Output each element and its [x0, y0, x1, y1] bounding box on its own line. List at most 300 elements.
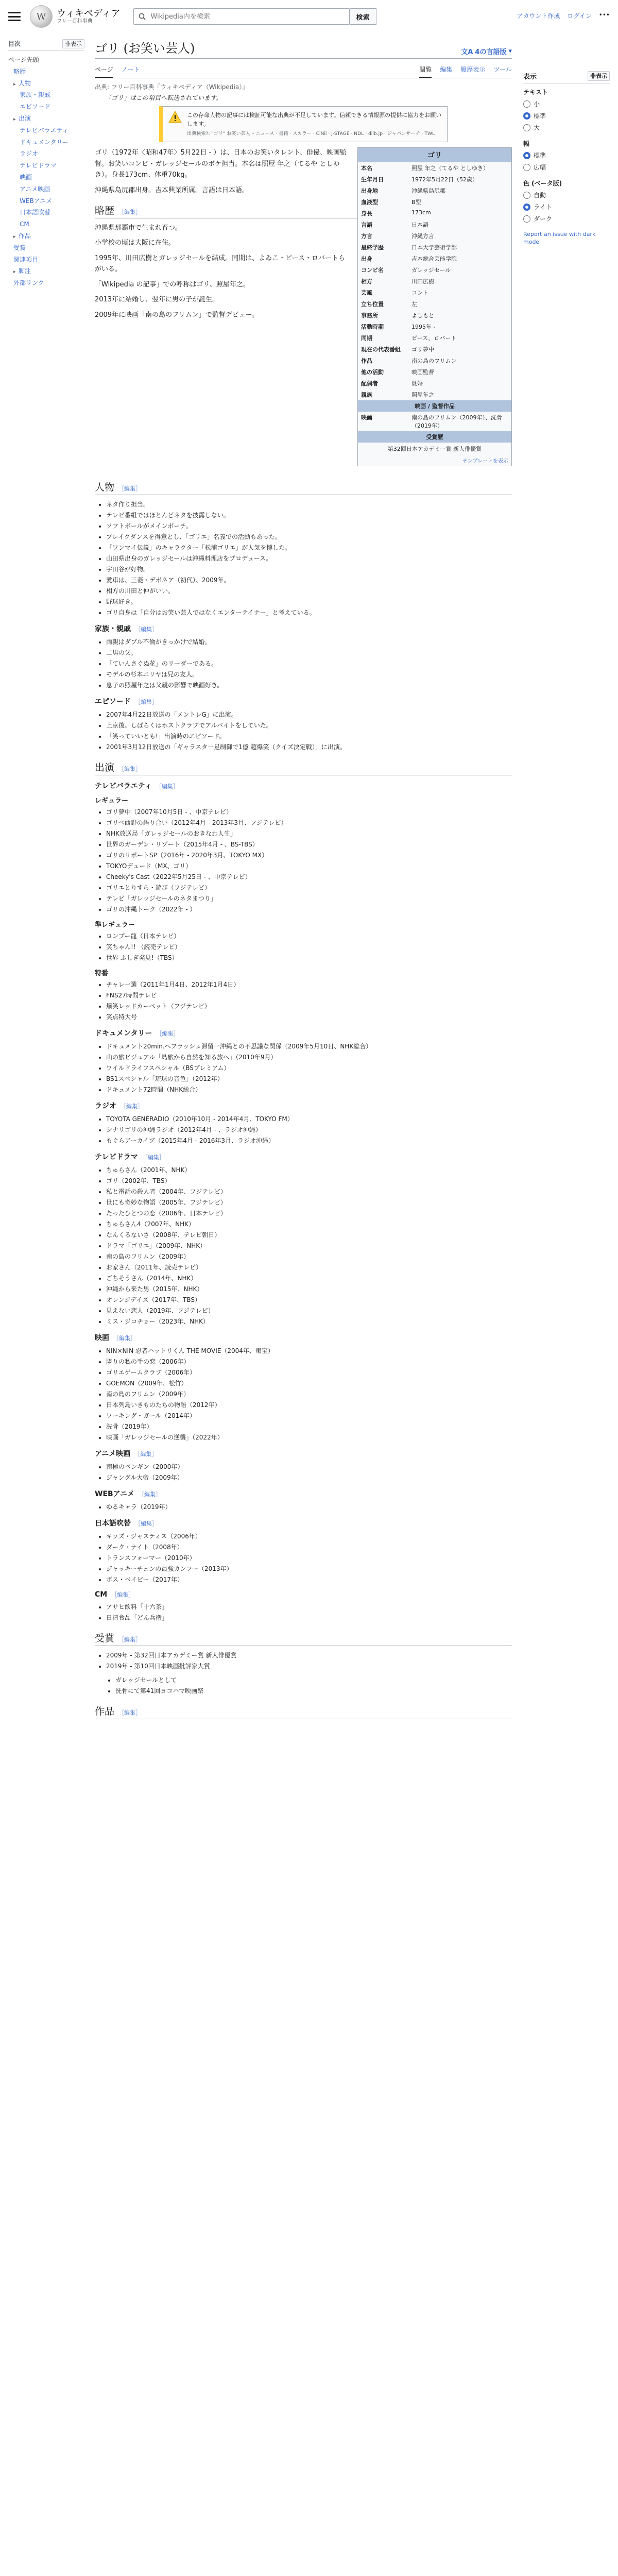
- infobox-key: 出身: [361, 256, 372, 263]
- infobox-row: [358, 310, 511, 321]
- infobox-key: 芸風: [361, 290, 372, 297]
- chevron-down-icon: ▾: [508, 47, 512, 55]
- translate-icon: 文A: [461, 48, 473, 56]
- list-item: • なんくるないさ（2008年、テレビ朝日）: [106, 1230, 512, 1241]
- radio-icon[interactable]: [523, 215, 530, 223]
- infobox-key: 映画: [361, 414, 372, 421]
- width-option[interactable]: [523, 163, 610, 172]
- edit-link[interactable]: ［編集］: [118, 1709, 142, 1717]
- toc-item[interactable]: ページ先頭: [8, 56, 39, 63]
- infobox-row: [358, 264, 511, 276]
- list-item: • 南極のペンギン（2000年）: [106, 1462, 512, 1472]
- infobox-value: 南の島のフリムン: [411, 358, 457, 365]
- toc-item[interactable]: CM: [20, 221, 29, 228]
- infobox-key: 親族: [361, 392, 372, 399]
- infobox-value: 照屋年之: [411, 392, 434, 399]
- text-size-label: 大: [534, 124, 540, 131]
- tab-talk[interactable]: ノート: [121, 66, 140, 73]
- list-item: • 日本列島いきものたちの物語（2012年）: [106, 1400, 512, 1411]
- list-item: • ゆるキャラ（2019年）: [106, 1502, 512, 1513]
- infobox-key: 相方: [361, 278, 372, 285]
- toc-item[interactable]: 受賞: [13, 244, 26, 251]
- infobox-key: 作品: [361, 358, 372, 365]
- section-dub: 日本語吹替 ［編集］: [95, 1519, 158, 1528]
- list-item: • GOEMON（2009年、松竹）: [106, 1378, 512, 1389]
- list-item: • ゴリの沖縄トーク（2022年 - ）: [106, 904, 512, 915]
- toc-item[interactable]: 関連項目: [13, 256, 39, 263]
- infobox-row: [358, 287, 511, 298]
- drama-list: [95, 1165, 512, 1327]
- list-item: • ゴリエとりすら・遊び（フジテレビ）: [106, 883, 512, 893]
- list-item: • テレビ「ガレッジセールのネタまつり」: [106, 893, 512, 904]
- color-option[interactable]: [523, 214, 610, 223]
- infobox-value: 沖縄方言: [411, 233, 434, 240]
- list-item: • ボス・ベイビー（2017年）: [106, 1574, 512, 1585]
- text-size-option[interactable]: [523, 123, 610, 132]
- list-item: • ワイルドライフスペシャル（BSプレミアム）: [106, 1063, 512, 1074]
- toc-hide-button[interactable]: 非表示: [62, 39, 84, 48]
- list-item: • モデルの杉本エリヤは兄の友人。: [106, 669, 512, 680]
- list-item: • 上京後、しばらくはホストクラブでアルバイトをしていた。: [106, 720, 512, 731]
- list-item: • ジャングル大帝（2009年）: [106, 1472, 512, 1483]
- subsection-regular: レギュラー: [95, 797, 129, 805]
- list-item: • ゴリのリポートSP（2016年 - 2020年3月、TOKYO MX）: [106, 850, 512, 861]
- list-item: • ブレイクダンスを得意とし、「ゴリエ」名義での活動もあった。: [106, 532, 512, 543]
- section-radio: ラジオ ［編集］: [95, 1102, 143, 1111]
- edit-link[interactable]: ［編集］: [118, 1636, 142, 1643]
- infobox-value: 左: [411, 301, 417, 308]
- edit-link[interactable]: ［編集］: [135, 626, 158, 633]
- chevron-right-icon[interactable]: ▸: [13, 81, 16, 87]
- infobox-key: 本名: [361, 165, 372, 172]
- table-of-contents: [8, 33, 84, 1723]
- infobox-key: 現在の代表番組: [361, 346, 401, 353]
- toc-item[interactable]: テレビバラエティ: [20, 126, 68, 134]
- bio-paragraph: 1995年、川田広樹とガレッジセールを結成。同期は、よゐこ・ピース・ロバートらがいる。: [95, 254, 346, 274]
- edit-link[interactable]: ［編集］: [142, 1154, 165, 1161]
- tab-read[interactable]: 閲覧: [419, 62, 432, 78]
- section-works: 作品 ［編集］: [95, 1704, 512, 1719]
- bio-paragraph: 2009年に映画「南の島のフリムン」で監督デビュー。: [95, 311, 259, 319]
- edit-link[interactable]: ［編集］: [118, 209, 142, 216]
- infobox-row: [358, 378, 511, 389]
- list-item: • NHK放送局「ガレッジセールのおきなわ人生」: [106, 828, 512, 839]
- toc-item[interactable]: テレビドラマ: [20, 162, 57, 170]
- infobox-value: 1972年5月22日（52歳）: [411, 176, 478, 183]
- edit-link[interactable]: ［編集］: [135, 699, 158, 706]
- infobox-value: 川田広樹: [411, 278, 434, 285]
- width-group: 幅 標準 広幅: [523, 139, 610, 172]
- login-link[interactable]: ログイン: [567, 12, 592, 20]
- infobox-row: [358, 162, 511, 174]
- list-item: • 宇田谷が好物。: [106, 564, 512, 575]
- list-item: • 愛車は、三菱・デボネア（初代）、2009年。: [106, 575, 512, 586]
- text-size-group: テキスト 小 標準 大: [523, 88, 610, 132]
- list-item: • ワーキング・ガール（2014年）: [106, 1411, 512, 1421]
- list-item: • 見えない恋人（2019年、フジテレビ）: [106, 1306, 512, 1316]
- list-item: • オレンジデイズ（2017年、TBS）: [106, 1295, 512, 1306]
- list-item: • 洗骨（2019年）: [106, 1421, 512, 1432]
- toc-item[interactable]: ▸ 脚注: [8, 265, 84, 277]
- list-item: • 日清食品「どん兵衛」: [106, 1613, 512, 1623]
- list-item: • 隣りの私の手の恋（2006年）: [106, 1357, 512, 1367]
- infobox-key: 同期: [361, 335, 372, 342]
- infobox-row: [358, 253, 511, 264]
- list-item: • 爆笑レッドカーペット（フジテレビ）: [106, 1001, 512, 1012]
- list-item: • ゴリ（2002年、TBS）: [106, 1176, 512, 1187]
- infobox-key: 出身地: [361, 188, 378, 195]
- infobox-row: [358, 196, 511, 208]
- list-item: • アサヒ飲料「十六茶」: [106, 1602, 512, 1613]
- list-item: • トランスフォーマー（2010年）: [106, 1553, 512, 1564]
- create-account-link[interactable]: アカウント作成: [517, 12, 560, 20]
- radio-icon[interactable]: [523, 100, 530, 108]
- list-item: • 笑ちゃん!! （読売テレビ）: [106, 942, 512, 953]
- list-item: • 映画「ガレッジセールの逆襲」（2022年）: [106, 1432, 512, 1443]
- intro-paragraph-1: ゴリ（1972年〈昭和47年〉5月22日 - ）は、日本のお笑いタレント、俳優、映画監督。お笑いコンビ・ガレッジセールのボケ担当。本名は照屋 年之（てるや としゆき）。身長173cm、体重70kg。: [95, 149, 347, 179]
- tv-semi-list: [95, 931, 512, 963]
- list-item: • ちゅらさん4（2007年、NHK）: [106, 1219, 512, 1230]
- edit-link[interactable]: ［編集］: [118, 766, 142, 773]
- infobox-row: [358, 366, 511, 378]
- award-list: [95, 1650, 512, 1672]
- site-header: [0, 0, 618, 33]
- width-label: 広幅: [534, 164, 546, 171]
- list-item: • キッズ・ジャスティス（2006年）: [106, 1531, 512, 1542]
- list-item: • ゴリベ西野の語り合い（2012年4月 - 2013年3月、フジテレビ）: [106, 818, 512, 828]
- chevron-right-icon[interactable]: ▸: [13, 116, 16, 122]
- color-option[interactable]: [523, 202, 610, 211]
- radio-icon[interactable]: [523, 152, 530, 159]
- infobox-key: 血液型: [361, 199, 378, 206]
- infobox-value: 既婚: [411, 380, 423, 387]
- page-tabs: [95, 62, 512, 78]
- list-item: • お家さん（2011年、読売テレビ）: [106, 1262, 512, 1273]
- infobox-value: ピース、ロバート: [411, 335, 457, 342]
- search-box: [133, 8, 350, 25]
- list-item: • TOYOTA GENERADIO（2010年10月 - 2014年4月、TOKYO FM）: [106, 1114, 512, 1125]
- toc-item[interactable]: エピソード: [20, 103, 51, 111]
- section-web: WEBアニメ ［編集］: [95, 1490, 161, 1499]
- toc-item[interactable]: 略歴: [13, 67, 26, 75]
- toc-item[interactable]: ▸ 作品: [8, 230, 84, 242]
- edit-link[interactable]: ［編集］: [156, 1030, 179, 1038]
- list-item: • ゴリエゲームクラブ（2006年）: [106, 1367, 512, 1378]
- anime-list: [95, 1462, 512, 1483]
- text-size-label: 標準: [534, 112, 546, 120]
- infobox-row: [358, 230, 511, 242]
- edit-link[interactable]: ［編集］: [156, 783, 179, 790]
- infobox-row: [358, 332, 511, 344]
- user-links: [517, 11, 610, 20]
- radio-icon[interactable]: [523, 204, 530, 211]
- list-item: • ゴリ自身は「自分はお笑い芸人ではなくエンターテイナー」と考えている。: [106, 607, 512, 618]
- list-item: • ちゅらさん（2001年、NHK）: [106, 1165, 512, 1176]
- list-item: • 「笑っていいとも!」出演時のエピソード。: [106, 731, 512, 742]
- warning-icon: [168, 111, 182, 123]
- subsection-semi: 準レギュラー: [95, 921, 135, 929]
- list-item: • 山田県出身のガレッジセールは沖縄料理店をプロデュース。: [106, 553, 512, 564]
- list-item: • テレビ番組ではほとんどネタを披露しない。: [106, 510, 512, 521]
- radio-icon[interactable]: [523, 192, 530, 199]
- radio-icon[interactable]: [523, 112, 530, 120]
- search-input[interactable]: [150, 9, 349, 24]
- list-item: • 南の島のフリムン（2009年）: [106, 1251, 512, 1262]
- chevron-right-icon[interactable]: ▸: [13, 269, 16, 275]
- list-item: • たったひとつの恋（2006年、日本テレビ）: [106, 1208, 512, 1219]
- appearance-panel: [523, 33, 610, 1723]
- list-item: • TOKYOデュード（MX、ゴリ）: [106, 861, 512, 872]
- list-item: • 私と電話の殺人者（2004年、フジテレビ）: [106, 1187, 512, 1197]
- toc-item[interactable]: 映画: [20, 173, 32, 181]
- toc-item[interactable]: ドキュメンタリー: [20, 138, 69, 146]
- list-item: • ソフトボールがメインポーチ。: [106, 521, 512, 532]
- list-item: • 2001年3月12日放送の「ギャラスタ一足制御で1億 超爆笑（クイズ決定戦）」に出演。: [106, 742, 512, 753]
- toc-item[interactable]: 家族・親戚: [20, 91, 51, 99]
- infobox-key: 活動時期: [361, 324, 384, 331]
- infobox-key: 生年月日: [361, 176, 384, 183]
- tab-page[interactable]: ページ: [95, 62, 113, 78]
- list-item: • FNS27時間テレビ: [106, 990, 512, 1001]
- color-option[interactable]: [523, 191, 610, 199]
- toc-item[interactable]: ラジオ: [20, 150, 39, 158]
- infobox-key: 方言: [361, 233, 372, 240]
- search-icon: [134, 13, 150, 20]
- edit-link[interactable]: ［編集］: [121, 1103, 143, 1110]
- infobox-value: 南の島のフリムン（2009年）、洗骨（2019年）: [411, 414, 503, 430]
- section-docu: ドキュメンタリー ［編集］: [95, 1029, 179, 1038]
- infobox-row: [358, 174, 511, 185]
- list-item: • ダーク・ナイト（2008年）: [106, 1542, 512, 1553]
- list-item: • チャレ一選（2011年1月4日、2012年1月4日）: [106, 979, 512, 990]
- more-menu-icon[interactable]: •••: [598, 11, 610, 19]
- list-item: • 世界のガーデン・リゾート（2015年4月 - 、BS-TBS）: [106, 839, 512, 850]
- list-item: • ジャッキーチェンの最強カンフー（2013年）: [106, 1564, 512, 1574]
- infobox-value: コント: [411, 290, 428, 297]
- color-group: 色 (ベータ版) 自動 ライト ダーク: [523, 179, 610, 223]
- infobox-section-awards: 受賞歴: [358, 431, 511, 443]
- appearance-hide-button[interactable]: 非表示: [588, 71, 610, 81]
- list-item: • ドラマ「ゴリエ」（2009年、NHK）: [106, 1241, 512, 1251]
- infobox-row: [358, 321, 511, 332]
- toc-item[interactable]: アニメ映画: [20, 185, 50, 193]
- toc-item[interactable]: ▸ 出演: [8, 113, 84, 125]
- list-item: • 野球好き。: [106, 597, 512, 607]
- infobox-value: 吉本総合芸能学院: [411, 256, 457, 263]
- list-item: • ロンブー龍（日本テレビ）: [106, 931, 512, 942]
- infobox-row: [358, 355, 511, 366]
- infobox-key: 身長: [361, 210, 372, 217]
- tab-edit[interactable]: 編集: [440, 66, 453, 73]
- citation-warning-box: [159, 106, 448, 142]
- list-item: • 南の島のフリムン（2009年）: [106, 1389, 512, 1400]
- section-anime: アニメ映画 ［編集］: [95, 1450, 158, 1459]
- infobox: [357, 147, 512, 466]
- section-bio: 略歴 ［編集］: [95, 203, 512, 218]
- cm-list: [95, 1602, 512, 1623]
- radio-icon[interactable]: [523, 164, 530, 171]
- article-content: [84, 33, 523, 1723]
- list-item: • ミス・ジコチョー（2023年、NHK）: [106, 1316, 512, 1327]
- infobox-row: [358, 344, 511, 355]
- infobox-row: [358, 298, 511, 310]
- infobox-value: ガレッジセール: [411, 267, 451, 274]
- movie-list: [95, 1346, 512, 1443]
- list-item: • 両親はダブル不倫がきっかけで結婚。: [106, 637, 512, 648]
- ambox-search-links: 出典検索?: "ゴリ" お笑い芸人 – ニュース · 書籍 · スカラー · CiNii · J-STAGE · NDL · dlib.jp · ジャパンサーチ · TWL: [187, 131, 435, 137]
- infobox-value: 日本語: [411, 222, 428, 229]
- list-item: • シナリゴリの沖縄ラジオ（2012年4月 - 、ラジオ沖縄）: [106, 1125, 512, 1136]
- infobox-template-link[interactable]: テンプレートを表示: [462, 459, 508, 465]
- text-size-option[interactable]: [523, 111, 610, 120]
- infobox-value: B型: [411, 199, 421, 206]
- appearance-heading: 表示: [523, 73, 537, 81]
- toc-item[interactable]: 外部リンク: [13, 279, 44, 287]
- subsection-special: 特番: [95, 970, 109, 978]
- list-item: • ゴリ夢中（2007年10月5日 - 、中京テレビ）: [106, 807, 512, 818]
- infobox-value: 1995年 -: [411, 324, 436, 331]
- tab-tools[interactable]: ツール: [493, 66, 512, 73]
- radio-icon[interactable]: [523, 124, 530, 131]
- site-logo[interactable]: [30, 5, 120, 28]
- toc-item[interactable]: 日本語吹替: [20, 209, 51, 216]
- section-family: 家族・親戚 ［編集］: [95, 625, 158, 634]
- color-label: 自動: [534, 192, 546, 199]
- list-item: • 笑点特大号: [106, 1012, 512, 1023]
- source-note: 出典: フリー百科事典『ウィキペディア（Wikipedia）』: [95, 83, 249, 91]
- list-item: • NIN×NIN 忍者ハットリくん THE MOVIE（2004年、東宝）: [106, 1346, 512, 1357]
- infobox-key: 立ち位置: [361, 301, 384, 308]
- edit-link[interactable]: ［編集］: [118, 485, 142, 493]
- infobox-row: [358, 412, 511, 431]
- infobox-row: [358, 185, 511, 196]
- infobox-key: 他の活動: [361, 369, 384, 376]
- section-appear: 出演 ［編集］: [95, 760, 512, 775]
- section-episode: エピソード ［編集］: [95, 698, 158, 706]
- width-label: 標準: [534, 152, 546, 159]
- width-option[interactable]: [523, 151, 610, 160]
- infobox-row: [358, 389, 511, 400]
- bio-paragraph: 小学校の頃は大阪に在住。: [95, 239, 176, 247]
- edit-link[interactable]: ［編集］: [111, 1591, 134, 1599]
- section-award: 受賞 ［編集］: [95, 1631, 512, 1646]
- edit-link[interactable]: ［編集］: [134, 1451, 158, 1458]
- infobox-value: 映画監督: [411, 369, 434, 376]
- edit-link[interactable]: ［編集］: [135, 1520, 158, 1528]
- infobox-awards: 第32回日本アカデミー賞 新人俳優賞: [387, 446, 482, 453]
- episode-list: [95, 709, 512, 753]
- section-drama: テレビドラマ ［編集］: [95, 1153, 165, 1162]
- site-tagline: フリー百科事典: [57, 19, 93, 25]
- list-item: • 「ワンマイ伝説」のキャラクター「松浦ゴリエ」が人気を博した。: [106, 543, 512, 553]
- intro-paragraph-2: 沖縄県島尻郡出身。吉本興業所属。言語は日本語。: [95, 186, 249, 194]
- report-dark-mode-link[interactable]: Report an issue with dark mode: [523, 231, 596, 245]
- list-item: • Cheeky's Cast（2022年5月25日 - 、中京テレビ）: [106, 872, 512, 883]
- list-item: • 沖縄から来た男（2015年、NHK）: [106, 1284, 512, 1295]
- infobox-value: ゴリ夢中: [411, 346, 434, 353]
- wikipedia-globe-icon: W: [30, 5, 53, 28]
- tv-special-list: [95, 979, 512, 1023]
- bio-paragraph: 2013年に結婚し、翌年に男の子が誕生。: [95, 296, 219, 304]
- list-item: • 「ていんさぐぬ花」のリーダーである。: [106, 658, 512, 669]
- hatnote: 「ゴリ」はこの項目へ転送されています。: [105, 94, 222, 101]
- infobox-key: コンビ名: [361, 267, 384, 274]
- list-item: • 息子の照屋年之は父親の影響で映画好き。: [106, 680, 512, 691]
- list-item: • 2009年 - 第32回日本アカデミー賞 新人俳優賞: [106, 1650, 512, 1661]
- infobox-key: 言語: [361, 222, 372, 229]
- radio-list: [95, 1114, 512, 1146]
- toc-item[interactable]: WEBアニメ: [20, 197, 53, 205]
- list-item: • ごちそうさん（2014年、NHK）: [106, 1273, 512, 1284]
- list-item: • 相方の川田と仲がいい。: [106, 586, 512, 597]
- section-cm: CM ［編集］: [95, 1590, 134, 1599]
- person-list: [95, 499, 512, 618]
- dub-list: [95, 1531, 512, 1585]
- infobox-value: 173cm: [411, 209, 431, 216]
- bio-paragraph: 「Wikipedia の記事」での呼称はゴリ、照屋年之。: [95, 280, 250, 289]
- text-size-option[interactable]: [523, 99, 610, 108]
- text-size-label: 小: [534, 100, 540, 108]
- page-title: ゴリ (お笑い芸人): [95, 41, 195, 56]
- toc-item[interactable]: ▸ 人物: [8, 78, 84, 90]
- edit-link[interactable]: ［編集］: [138, 1491, 161, 1498]
- chevron-right-icon[interactable]: ▸: [13, 234, 16, 240]
- list-item: • ドキュメント20min.ヘフラッシュ滞留一沖縄との不思議な関係（2009年5月10日、NHK総合）: [106, 1041, 512, 1052]
- infobox-row: [358, 219, 511, 230]
- infobox-value: 沖縄県島尻郡: [411, 188, 445, 195]
- section-person: 人物 ［編集］: [95, 480, 512, 495]
- list-item: • 2007年4月22日放送の「メントレG」に出演。: [106, 709, 512, 720]
- web-list: [95, 1502, 512, 1513]
- list-item: • ガレッジセールとして: [115, 1675, 512, 1686]
- ambox-text: この存命人物の記事には検証可能な出典が不足しています。信頼できる情報源の提供に協力をお願いします。: [187, 112, 442, 128]
- family-list: [95, 637, 512, 691]
- docu-list: [95, 1041, 512, 1095]
- infobox-row: [358, 242, 511, 253]
- infobox-key: 配偶者: [361, 380, 378, 387]
- award-sub-list: [95, 1675, 512, 1697]
- language-button[interactable]: 文A 4の言語版 ▾: [461, 47, 512, 56]
- list-item: • 二男の父。: [106, 648, 512, 658]
- list-item: • 山の旅ビジュアル「島旅から自然を知る旅へ」（2010年9月）: [106, 1052, 512, 1063]
- main-menu-icon[interactable]: [8, 12, 21, 21]
- infobox-title: ゴリ: [358, 148, 511, 162]
- infobox-value: よしもと: [411, 312, 434, 319]
- bio-paragraph: 沖縄県那覇市で生まれ育つ。: [95, 224, 182, 232]
- infobox-value: 日本大学芸術学部: [411, 244, 457, 251]
- color-label: ライト: [534, 204, 552, 211]
- list-item: • 2019年 - 第10回日本映画批評家大賞: [106, 1661, 512, 1672]
- infobox-key: 事務所: [361, 312, 378, 319]
- list-item: • 世にも奇妙な物語（2005年、フジテレビ）: [106, 1197, 512, 1208]
- list-item: • BS1スペシャル「琉球の音色」（2012年）: [106, 1074, 512, 1084]
- toc-heading: 目次: [8, 40, 21, 47]
- edit-link[interactable]: ［編集］: [113, 1335, 136, 1342]
- tv-regular-list: [95, 807, 512, 915]
- color-label: ダーク: [534, 215, 553, 223]
- search-button[interactable]: 検索: [350, 8, 376, 25]
- list-item: • ドキュメント72時間（NHK総合）: [106, 1084, 512, 1095]
- infobox-key: 最終学歴: [361, 244, 384, 251]
- infobox-row: [358, 276, 511, 287]
- section-tv: テレビバラエティ ［編集］: [95, 782, 179, 791]
- site-name: ウィキペディア: [57, 8, 121, 19]
- tab-history[interactable]: 履歴表示: [460, 66, 486, 73]
- list-item: • もぐらアーカイブ（2015年4月 - 2016年3月、ラジオ沖縄）: [106, 1136, 512, 1146]
- infobox-row: [358, 208, 511, 219]
- list-item: • 世界 ふしぎ発見!（TBS）: [106, 953, 512, 963]
- infobox-value: 照屋 年之（てるや としゆき）: [411, 165, 489, 172]
